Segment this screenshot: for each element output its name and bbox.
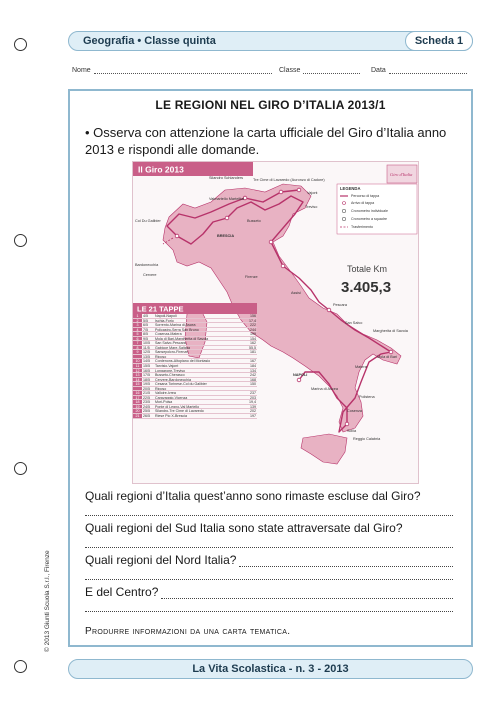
- stage-date: 4/5: [143, 314, 148, 318]
- student-fields: [72, 66, 472, 80]
- stage-route: Valloire-Ivrea: [155, 391, 176, 395]
- stage-route: Cosenza-Matera: [155, 332, 182, 336]
- binder-hole: [14, 660, 27, 673]
- stage-date: 6/5: [143, 323, 148, 328]
- stage-date: 19/5: [143, 382, 150, 387]
- stage-date: 26/5: [143, 414, 150, 419]
- stage-km: 244: [250, 327, 256, 332]
- svg-text:Cronometro individuale: Cronometro individuale: [351, 209, 388, 214]
- total-km-value: 3.405,3: [341, 279, 392, 296]
- instruction: • Osserva con attenzione la carta ufficiale del Giro d’Italia anno 2013 e rispondi alle domande.: [85, 125, 447, 157]
- svg-text:Firenze: Firenze: [245, 275, 258, 279]
- svg-text:Bardonecchia: Bardonecchia: [135, 263, 159, 267]
- stage-number: 19: [133, 405, 142, 409]
- answer-line-3[interactable]: [85, 567, 453, 580]
- name-label: Nome: [72, 67, 91, 74]
- stage-km: 199: [250, 332, 256, 337]
- stage-route: Cervere-Bardonecchia: [155, 377, 191, 382]
- stage-km: 203: [250, 395, 256, 400]
- stage-route: Ponte di Legno-Val Martello: [155, 404, 200, 409]
- stage-route: Napoli-Napoli: [155, 314, 177, 318]
- question-4: E del Centro?: [85, 585, 159, 599]
- stage-route: Caravaggio-Vicenza: [155, 395, 188, 400]
- stage-km: 139: [250, 404, 256, 409]
- svg-text:Margherita di Savoia: Margherita di Savoia: [373, 329, 408, 333]
- svg-text:Scilla: Scilla: [347, 429, 357, 433]
- stage-route: Policastro-Serra San Bruno: [155, 327, 199, 332]
- svg-text:Valmartello Martelltal: Valmartello Martelltal: [209, 197, 245, 201]
- svg-text:Tre Cime di Lavaredo (Auronzo: Tre Cime di Lavaredo (Auronzo di Cadore): [253, 178, 325, 182]
- stage-number: [133, 387, 142, 391]
- stage-number: 13: [133, 373, 142, 377]
- stage-number: 10: [133, 359, 142, 363]
- stage-number: 14: [133, 378, 142, 382]
- stage-km: 17,4: [249, 318, 256, 323]
- name-line: [94, 66, 272, 74]
- binder-hole: [14, 38, 27, 51]
- class-field[interactable]: [279, 66, 360, 74]
- page-title: LE REGIONI NEL GIRO D’ITALIA 2013/1: [155, 98, 386, 112]
- stage-km: 156: [250, 314, 256, 318]
- stage-route: San Salvo-Pescara: [155, 341, 186, 345]
- stage-number: 3: [133, 323, 142, 327]
- stage-route: Tarvisio-Vajont: [155, 364, 179, 368]
- stage-number: 1: [133, 314, 142, 318]
- stage-km: 167: [250, 359, 256, 364]
- stage-date: 5/5: [143, 318, 148, 323]
- svg-text:LEGENDA: LEGENDA: [340, 186, 361, 191]
- svg-text:Mola di Bari: Mola di Bari: [377, 355, 398, 359]
- stage-date: 17/5: [143, 373, 150, 378]
- stage-route: Mori-Polsa: [155, 400, 173, 404]
- stage-number: 9: [133, 350, 142, 354]
- stage-date: 18/5: [143, 377, 150, 382]
- stage-route: Silandro-Tre Cime di Lavaredo: [155, 409, 204, 414]
- stage-route: Sansepolcro-Firenze: [155, 350, 189, 354]
- stage-route: Cordenons-Altopiano del Montasio: [155, 359, 211, 364]
- stage-number: 6: [133, 337, 142, 341]
- question-1: Quali regioni d’Italia quest’anno sono rimaste escluse dal Giro?: [85, 489, 421, 503]
- stage-route: Riposo: [155, 386, 167, 391]
- stage-date: 14/5: [143, 359, 150, 364]
- skill-footnote: Produrre informazioni da una carta tematica.: [85, 626, 291, 637]
- svg-text:Treviso: Treviso: [305, 205, 318, 209]
- tappe-title: LE 21 TAPPE: [137, 304, 184, 314]
- stage-number: 15: [133, 382, 142, 386]
- svg-text:Pescara: Pescara: [333, 303, 347, 307]
- stage-route: Busseto-Cherasco: [155, 373, 185, 377]
- question-2: Quali regioni del Sud Italia sono state attraversate dal Giro?: [85, 521, 403, 535]
- date-field[interactable]: [371, 66, 467, 74]
- answer-line-4-inline[interactable]: [161, 590, 453, 599]
- stage-date: 9/5: [143, 336, 148, 341]
- svg-text:Silandro Schlanders: Silandro Schlanders: [209, 176, 243, 180]
- stage-km: 222: [250, 323, 256, 328]
- giro-logo-text: Giro d'Italia: [390, 172, 413, 177]
- stage-number: 16: [133, 391, 142, 395]
- copyright-note: © 2013 Giunti Scuola S.r.l., Firenze: [44, 550, 51, 652]
- answer-line-2[interactable]: [85, 535, 453, 548]
- stage-route: Longarone-Treviso: [155, 368, 186, 373]
- class-label: Classe: [279, 67, 301, 74]
- footer-bar: La Vita Scolastica - n. 3 - 2013: [68, 659, 473, 679]
- stage-date: 8/5: [143, 332, 148, 337]
- stage-route: Cesana Torinese-Col du Galibier: [155, 382, 207, 386]
- svg-text:Arrivo di tappa: Arrivo di tappa: [351, 201, 375, 206]
- answer-line-3-inline[interactable]: [239, 558, 453, 567]
- svg-text:Polistena: Polistena: [359, 395, 375, 399]
- tappe-row: [133, 414, 257, 419]
- stage-km: 181: [250, 350, 256, 355]
- stage-km: 197: [250, 414, 256, 419]
- stage-km: 134: [250, 368, 256, 373]
- stage-number: 20: [133, 409, 142, 413]
- svg-text:Col Du Galibier: Col Du Galibier: [135, 219, 161, 223]
- svg-text:Busseto: Busseto: [247, 219, 261, 223]
- stage-km: 184: [250, 364, 256, 369]
- stage-km: 19,4: [249, 400, 256, 405]
- stage-km: 242: [250, 373, 256, 378]
- stage-route: Mola di Bari-Margherita di Savoia: [155, 336, 209, 341]
- svg-text:BRESCIA: BRESCIA: [217, 234, 235, 238]
- tappe-table: [133, 314, 257, 419]
- answer-line-1[interactable]: [85, 503, 453, 516]
- stage-date: 23/5: [143, 400, 150, 405]
- name-field[interactable]: [72, 66, 272, 74]
- stage-date: 25/5: [143, 409, 150, 414]
- stage-date: 16/5: [143, 368, 150, 373]
- giro-map: [132, 161, 419, 484]
- stage-route: Gabicce Mare-Saltara: [155, 345, 190, 350]
- binder-hole: [14, 234, 27, 247]
- svg-text:Cosenza: Cosenza: [347, 409, 362, 413]
- svg-text:Marina di Ascea: Marina di Ascea: [311, 387, 339, 391]
- stage-date: 10/5: [143, 341, 150, 346]
- svg-text:San Salvo: San Salvo: [345, 321, 363, 325]
- stage-number: 18: [133, 400, 142, 404]
- stage-date: 20/5: [143, 386, 150, 391]
- stage-km: 162: [250, 341, 256, 346]
- stage-date: 15/5: [143, 364, 150, 369]
- date-line: [389, 66, 467, 74]
- svg-text:NAPOLI: NAPOLI: [293, 373, 308, 377]
- sicily: [301, 434, 347, 464]
- svg-text:Trasferimento: Trasferimento: [351, 225, 374, 230]
- subject-title: Geografia • Classe quinta: [83, 35, 216, 47]
- stage-km: 55,5: [249, 345, 256, 350]
- stage-route: Ischia-Forio: [155, 318, 174, 323]
- questions-section: [85, 490, 453, 618]
- stage-number: 7: [133, 341, 142, 345]
- svg-text:Reggio Calabria: Reggio Calabria: [353, 437, 381, 441]
- stage-route: Sorrento-Marina di Ascea: [155, 323, 196, 327]
- stage-km: 154: [250, 336, 256, 341]
- stage-km: 202: [250, 409, 256, 414]
- map-banner-title: Il Giro 2013: [138, 164, 184, 175]
- svg-text:Cervere: Cervere: [143, 273, 157, 277]
- stage-km: [244, 387, 257, 391]
- stage-date: 12/5: [143, 350, 150, 355]
- sheet-label: Scheda 1: [405, 31, 473, 51]
- svg-text:Vajont: Vajont: [307, 191, 318, 195]
- stage-date: 11/5: [143, 345, 150, 350]
- svg-text:Percorso di tappa: Percorso di tappa: [351, 194, 380, 199]
- svg-text:Matera: Matera: [355, 365, 367, 369]
- stage-number: 17: [133, 396, 142, 400]
- stage-date: 22/5: [143, 395, 150, 400]
- question-3-row: [85, 554, 453, 567]
- question-3: Quali regioni del Nord Italia?: [85, 553, 237, 567]
- class-line: [303, 66, 360, 74]
- stage-number: 8: [133, 346, 142, 350]
- date-label: Data: [371, 67, 386, 74]
- stage-km: 168: [250, 377, 256, 382]
- question-4-row: [85, 586, 453, 599]
- stage-route: Riese Pio X-Brescia: [155, 414, 187, 418]
- stage-number: [133, 355, 142, 359]
- stage-date: 21/5: [143, 391, 150, 396]
- stage-date: 7/5: [143, 327, 148, 332]
- svg-text:Cronometro a squadre: Cronometro a squadre: [351, 217, 387, 222]
- stage-km: 237: [250, 391, 256, 396]
- stage-route: Riposo: [155, 354, 167, 359]
- stage-number: 5: [133, 332, 142, 336]
- answer-line-4[interactable]: [85, 599, 453, 612]
- header-bar: [68, 31, 473, 51]
- stage-km: 150: [250, 382, 256, 387]
- stage-number: 4: [133, 328, 142, 332]
- stage-number: 11: [133, 364, 142, 368]
- stage-date: 13/5: [143, 354, 150, 359]
- map-legend: [337, 184, 417, 234]
- stage-number: 12: [133, 369, 142, 373]
- total-km-label: Totale Km: [347, 264, 388, 274]
- stage-number: 21: [133, 414, 142, 418]
- svg-text:Assisi: Assisi: [291, 291, 301, 295]
- binder-hole: [14, 462, 27, 475]
- stage-km: [244, 355, 257, 359]
- stage-number: 2: [133, 319, 142, 323]
- stage-date: 24/5: [143, 404, 150, 409]
